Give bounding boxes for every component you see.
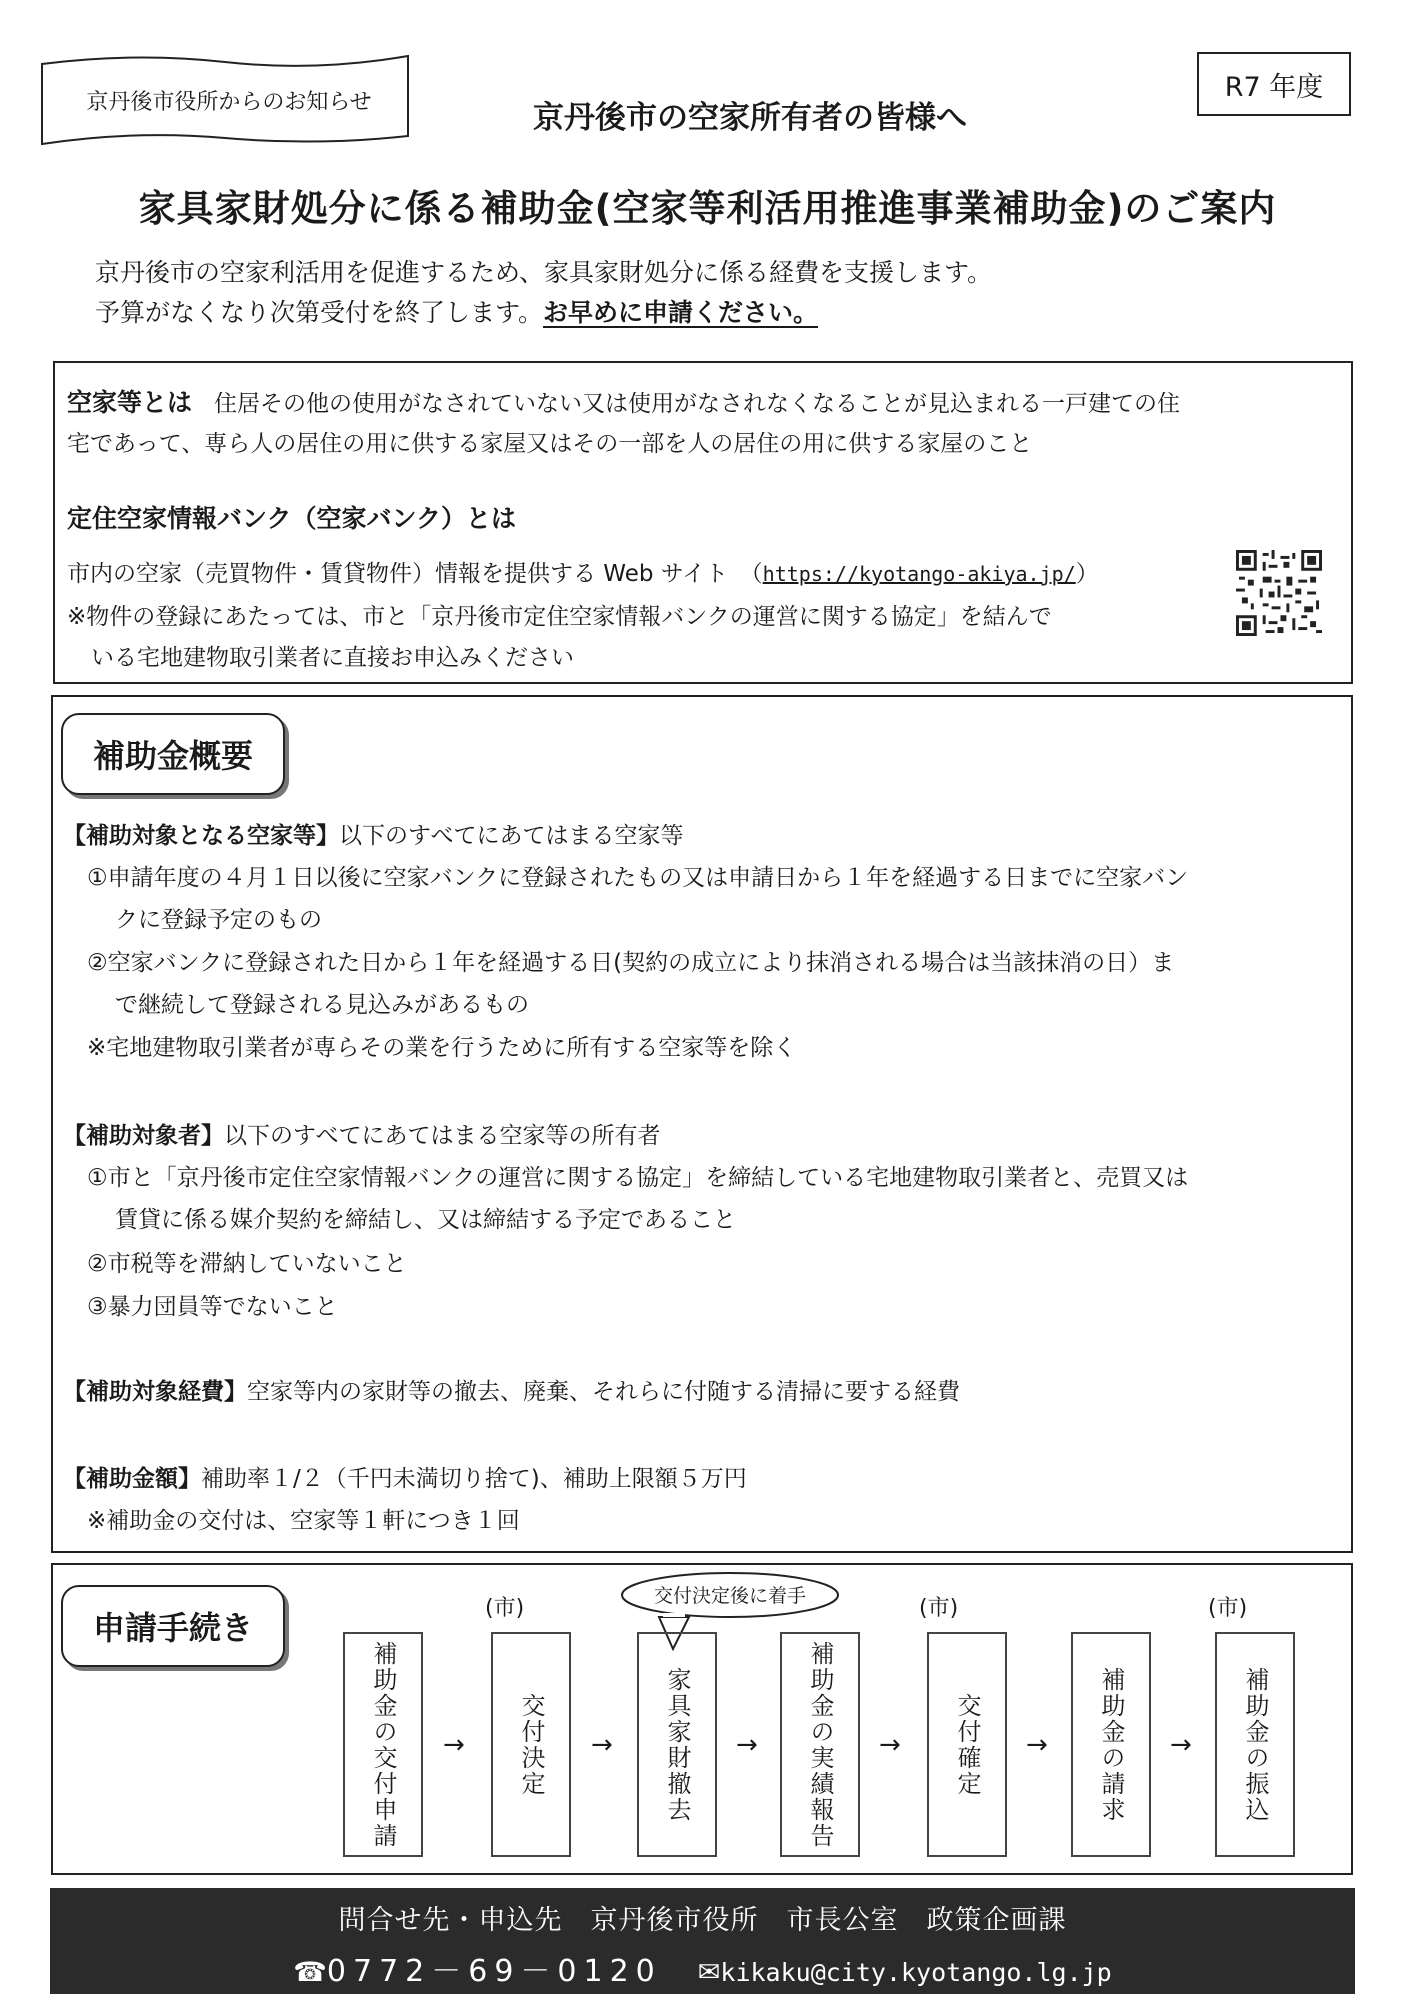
step-5-grant-confirmation — [927, 1632, 1007, 1857]
target-person-2: ②市税等を滞納していないこと — [87, 1251, 407, 1277]
arrow-1: → — [443, 1730, 465, 1760]
target-person-1b: 賃貸に係る媒介契約を締結し、又は締結する予定であること — [115, 1207, 736, 1233]
city-tag-1: (市) — [485, 1596, 525, 1621]
intro-deadline-text: 予算がなくなり次第受付を終了します。 — [95, 298, 544, 327]
step-2-label: 交付決定 — [517, 1692, 545, 1797]
step-7-transfer — [1215, 1632, 1295, 1857]
target-person-3: ③暴力団員等でないこと — [87, 1294, 338, 1320]
step-6-claim — [1071, 1632, 1151, 1857]
intro-line-1: 京丹後市の空家利活用を促進するため、家具家財処分に係る経費を支援します。 — [95, 258, 993, 287]
mail-icon: ✉ — [697, 1957, 721, 1988]
city-tag-2: (市) — [919, 1596, 959, 1621]
contact-details — [50, 1946, 1355, 1990]
contact-footer — [50, 1888, 1355, 1994]
callout-text: 交付決定後に着手 — [653, 1584, 806, 1607]
city-tag-3: (市) — [1208, 1596, 1248, 1621]
intro-apply-early: お早めに申請ください。 — [543, 298, 819, 327]
target-person-header — [63, 1117, 661, 1150]
akiya-definition-line-2: 宅であって、専ら人の居住の用に供する家屋又はその一部を人の居住の用に供する家屋のこと — [67, 431, 1033, 457]
amount-line — [63, 1460, 747, 1493]
expense-line — [63, 1373, 960, 1406]
target-property-1b: クに登録予定のもの — [115, 907, 322, 933]
step-1-application — [343, 1632, 423, 1857]
step-3-label: 家具家財撤去 — [663, 1666, 691, 1823]
application-procedure-box — [51, 1563, 1353, 1875]
step-7-label: 補助金の振込 — [1241, 1666, 1269, 1823]
amount-desc: 補助率１/２（千円未満切り捨て)、補助上限額５万円 — [201, 1466, 747, 1492]
bank-definition-line: 市内の空家（売買物件・賃貸物件）情報を提供する Web サイト （https://kyotango-akiya.jp/） — [67, 561, 1099, 587]
step-4-performance-report — [780, 1632, 860, 1857]
page-title: 家具家財処分に係る補助金(空家等利活用推進事業補助金)のご案内 — [138, 187, 1277, 230]
target-person-desc: 以下のすべてにあてはまる空家等の所有者 — [224, 1123, 661, 1149]
bank-note-line-1: ※物件の登録にあたっては、市と「京丹後市定住空家情報バンクの運営に関する協定」を結んで — [67, 604, 1052, 630]
amount-label: 【補助金額】 — [63, 1466, 201, 1492]
amount-note: ※補助金の交付は、空家等１軒につき１回 — [87, 1508, 520, 1534]
arrow-4: → — [879, 1730, 901, 1760]
bank-definition-text: 市内の空家（売買物件・賃貸物件）情報を提供する Web サイト — [67, 561, 729, 587]
procedure-heading: 申請手続き — [61, 1585, 285, 1667]
akiya-definition-line-1 — [67, 383, 1180, 419]
arrow-2: → — [591, 1730, 613, 1760]
target-person-label: 【補助対象者】 — [63, 1123, 224, 1149]
bank-url-link[interactable]: https://kyotango-akiya.jp/ — [762, 562, 1076, 586]
step-2-grant-decision — [491, 1632, 571, 1857]
qr-code-icon[interactable] — [1236, 550, 1322, 636]
step-1-label: 補助金の交付申請 — [369, 1640, 397, 1849]
notice-banner — [40, 50, 410, 150]
arrow-6: → — [1170, 1730, 1192, 1760]
arrow-5: → — [1026, 1730, 1048, 1760]
step-3-furniture-removal — [637, 1632, 717, 1857]
target-person-1a: ①市と「京丹後市定住空家情報バンクの運営に関する協定」を締結している宅地建物取引業者と、売買又は — [87, 1165, 1189, 1191]
subsidy-overview-box — [51, 695, 1353, 1553]
step-5-label: 交付確定 — [953, 1692, 981, 1797]
page-subtitle: 京丹後市の空家所有者の皆様へ — [533, 100, 967, 136]
target-property-note: ※宅地建物取引業者が専らその業を行うために所有する空家等を除く — [87, 1035, 797, 1061]
email-address[interactable]: kikaku@city.kyotango.lg.jp — [720, 1958, 1112, 1987]
expense-desc: 空家等内の家財等の撤去、廃棄、それらに付随する清掃に要する経費 — [247, 1379, 960, 1405]
intro-line-2 — [95, 293, 818, 329]
target-property-1a: ①申請年度の４月１日以後に空家バンクに登録されたもの又は申請日から１年を経過する日までに空家バン — [87, 865, 1189, 891]
expense-label: 【補助対象経費】 — [63, 1379, 247, 1405]
step-4-label: 補助金の実績報告 — [806, 1640, 834, 1849]
target-property-desc: 以下のすべてにあてはまる空家等 — [339, 823, 684, 849]
contact-office: 問合せ先・申込先 京丹後市役所 市長公室 政策企画課 — [338, 1905, 1067, 1936]
target-property-header — [63, 817, 684, 850]
bank-note-line-2: いる宅地建物取引業者に直接お申込みください — [91, 645, 574, 671]
fiscal-year-badge: R7 年度 — [1197, 52, 1351, 116]
akiya-definition-text-1: 住居その他の使用がなされていない又は使用がなされなくなることが見込まれる一戸建ての住 — [214, 391, 1181, 417]
overview-heading: 補助金概要 — [61, 713, 285, 795]
phone-number[interactable]: 0772－69－0120 — [326, 1954, 662, 1989]
step-6-label: 補助金の請求 — [1097, 1666, 1125, 1823]
banner-text: 京丹後市役所からのお知らせ — [86, 89, 372, 115]
target-property-2a: ②空家バンクに登録された日から１年を経過する日(契約の成立により抹消される場合は当該抹消の日）ま — [87, 950, 1175, 976]
phone-icon: ☎ — [293, 1957, 327, 1988]
arrow-3: → — [736, 1730, 758, 1760]
bank-term: 定住空家情報バンク（空家バンク）とは — [67, 504, 517, 533]
definitions-box — [53, 361, 1353, 684]
akiya-term: 空家等とは — [67, 388, 193, 417]
target-property-label: 【補助対象となる空家等】 — [63, 823, 339, 849]
target-property-2b: で継続して登録される見込みがあるもの — [115, 992, 529, 1018]
